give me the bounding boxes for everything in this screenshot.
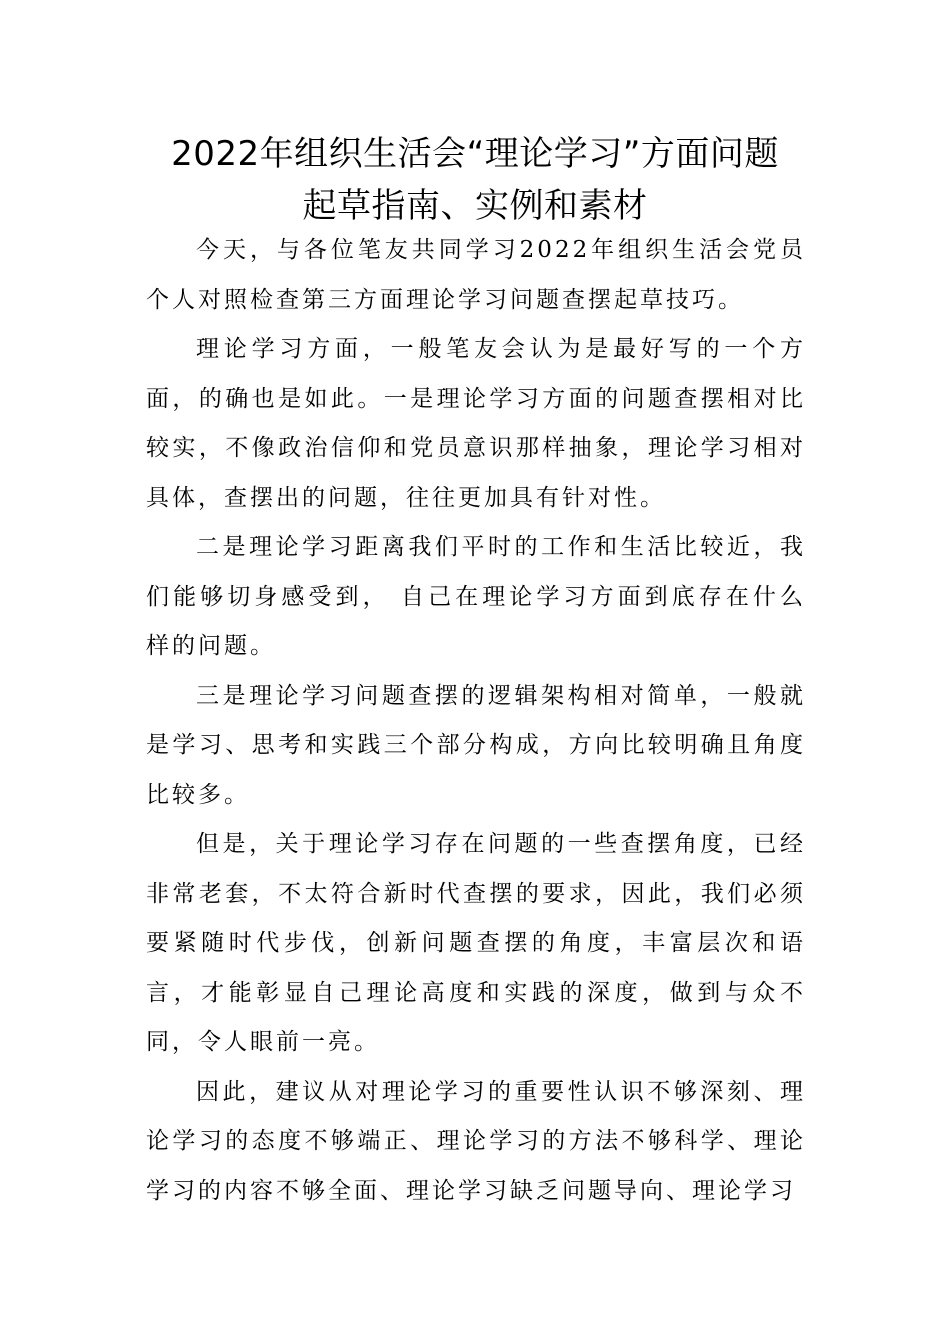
title-line-1: 2022年组织生活会“理论学习”方面问题 <box>171 134 779 174</box>
paragraph-1: 今天，与各位笔友共同学习2022年组织生活会党员个人对照检查第三方面理论学习问题查摆起草技巧。 <box>146 237 806 313</box>
paragraph-2: 理论学习方面，一般笔友会认为是最好写的一个方面，的确也是如此。一是理论学习方面的问题查摆相对比较实，不像政治信仰和党员意识那样抽象，理论学习相对具体，查摆出的问题，往往更加具有针对性。 <box>146 336 806 511</box>
title-line-2: 起草指南、实例和素材 <box>302 186 648 226</box>
paragraph-4: 三是理论学习问题查摆的逻辑架构相对简单，一般就是学习、思考和实践三个部分构成，方向比较明确且角度比较多。 <box>146 682 806 808</box>
document-title <box>100 128 850 232</box>
paragraph-6: 因此，建议从对理论学习的重要性认识不够深刻、理论学习的态度不够端正、理论学习的方法不够科学、理论学习的内容不够全面、理论学习缺乏问题导向、理论学习 <box>146 1078 806 1204</box>
document-body <box>146 226 806 1216</box>
paragraph-3: 二是理论学习距离我们平时的工作和生活比较近，我们能够切身感受到， 自己在理论学习方面到底存在什么样的问题。 <box>146 534 806 659</box>
paragraph-5: 但是，关于理论学习存在问题的一些查摆角度，已经非常老套，不太符合新时代查摆的要求，因此，我们必须要紧随时代步伐，创新问题查摆的角度，丰富层次和语言，才能彰显自己理论高度和实践的深度，做到与众不同，令人眼前一亮。 <box>146 831 806 1055</box>
